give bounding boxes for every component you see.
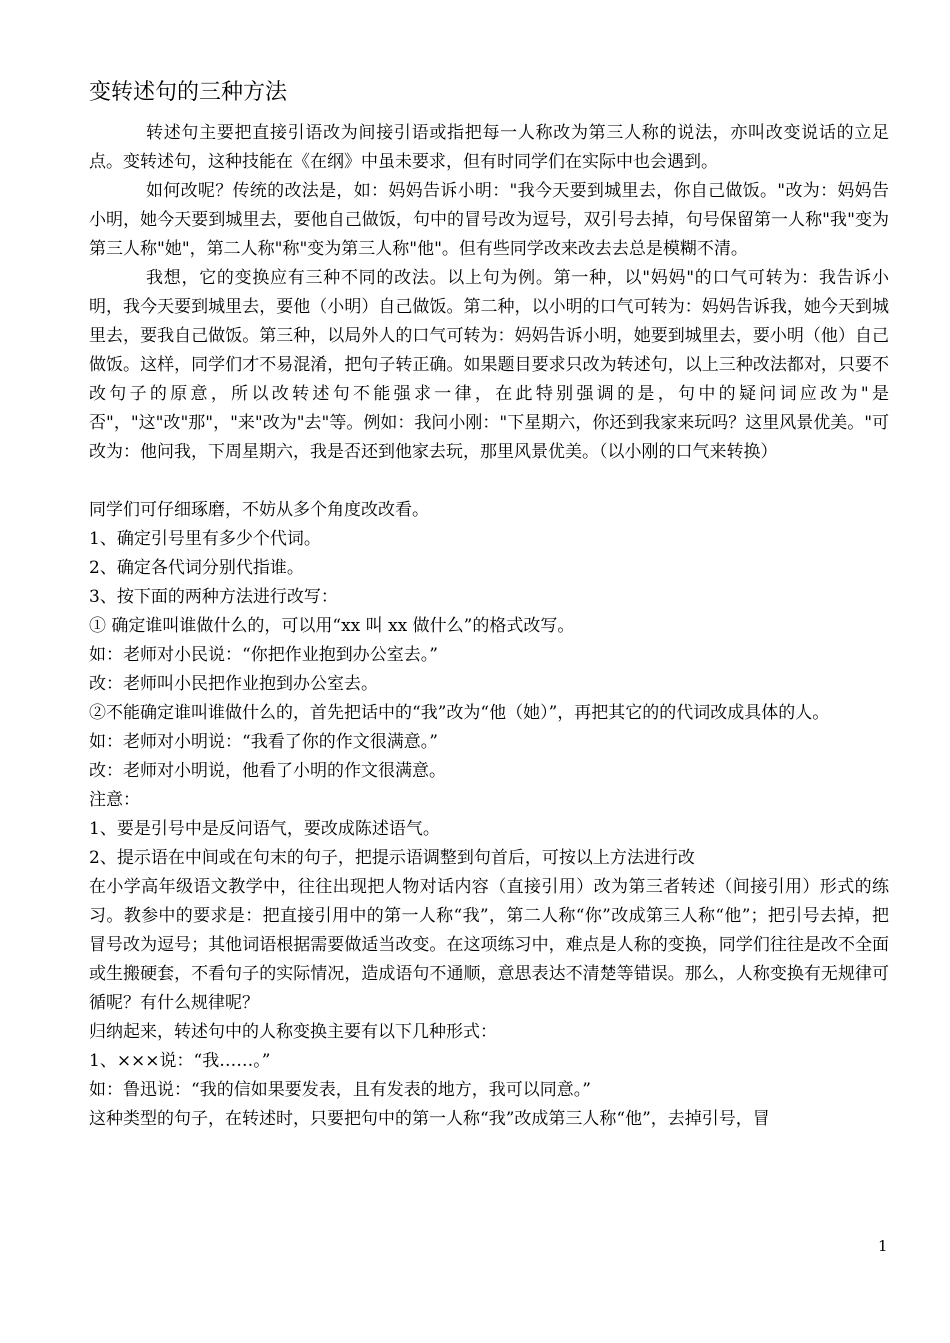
list-item: 3、按下面的两种方法进行改写：	[89, 587, 338, 607]
document-page	[89, 78, 889, 1134]
list-item: 2、确定各代词分别代指谁。	[89, 558, 304, 578]
answer-line: 改：老师对小明说，他看了小明的作文很满意。	[89, 761, 446, 781]
list-item: 1、确定引号里有多少个代词。	[89, 529, 321, 549]
example-line: 如：老师对小民说：“你把作业抱到办公室去。”	[89, 645, 438, 665]
example-line: 如：鲁迅说：“我的信如果要发表，且有发表的地方，我可以同意。”	[89, 1080, 591, 1100]
explanation-line: 这种类型的句子，在转述时，只要把句中的第一人称“我”改成第三人称“他”，去掉引号，冒	[89, 1109, 770, 1129]
blank-line	[89, 467, 889, 496]
note-item: 2、提示语在中间或在句末的句子，把提示语调整到句首后，可按以上方法进行改	[89, 848, 695, 868]
example-line: 如：老师对小明说：“我看了你的作文很满意。”	[89, 732, 438, 752]
note-item: 1、要是引号中是反问语气，要改成陈述语气。	[89, 819, 440, 839]
paragraph-three-methods: 我想，它的变换应有三种不同的改法。以上句为例。第一种，以"妈妈"的口气可转为：我告诉小明，我今天要到城里去，要他（小明）自己做饭。第二种，以小明的口气可转为：妈妈告诉我，她今天到城里去，要我自己做饭。第三种，以局外人的口气可转为：妈妈告诉小明，她要到城里去，要小明（他）自己做饭。这样，同学们才不易混淆，把句子转正确。如果题目要求只改为转述句，以上三种改法都对，只要不改句子的原意，所以改转述句不能强求一律，在此特别强调的是，句中的疑问词应改为"是否"，"这"改"那"，"来"改为"去"等。例如：我问小刚："下星期六，你还到我家来玩吗？这里风景优美。"可改为：他问我，下周星期六，我是否还到他家去玩，那里风景优美。（以小刚的口气来转换）	[89, 268, 890, 462]
summary-line: 归纳起来，转述句中的人称变换主要有以下几种形式：	[89, 1022, 497, 1042]
text-line: 同学们可仔细琢磨，不妨从多个角度改改看。	[89, 500, 429, 520]
note-heading: 注意：	[89, 790, 140, 810]
paragraph-traditional-method: 如何改呢？传统的改法是，如：妈妈告诉小明："我今天要到城里去，你自己做饭。"改为：妈妈告小明，她今天要到城里去，要他自己做饭，句中的冒号改为逗号，双引号去掉，句号保留第一人称"我"变为第三人称"她"，第二人称"称"变为第三人称"他"。但有些同学改来改去去总是模糊不清。	[89, 181, 889, 259]
page-number: 1	[878, 1237, 888, 1255]
form-heading: 1、×××说：“我……。”	[89, 1051, 271, 1071]
answer-line: 改：老师叫小民把作业抱到办公室去。	[89, 674, 378, 694]
document-title: 变转述句的三种方法	[89, 80, 288, 105]
paragraph-intro: 转述句主要把直接引语改为间接引语或指把每一人称改为第三人称的说法，亦叫改变说话的立足点。变转述句，这种技能在《在纲》中虽未要求，但有时同学们在实际中也会遇到。	[89, 123, 889, 172]
method-two: ②不能确定谁叫谁做什么的，首先把话中的“我”改为“他（她）”，再把其它的的代词改成具体的人。	[89, 703, 830, 723]
paragraph-teaching-context: 在小学高年级语文教学中，往往出现把人物对话内容（直接引用）改为第三者转述（间接引用）形式的练习。教参中的要求是：把直接引用中的第一人称“我”，第二人称“你”改成第三人称“他”；把引号去掉，把冒号改为逗号；其他词语根据需要做适当改变。在这项练习中，难点是人称的变换，同学们往往是改不全面或生搬硬套，不看句子的实际情况，造成语句不通顺，意思表达不清楚等错误。那么，人称变换有无规律可循呢？有什么规律呢？	[89, 877, 889, 1013]
method-one: ① 确定谁叫谁做什么的，可以用“xx 叫 xx 做什么”的格式改写。	[89, 616, 575, 636]
